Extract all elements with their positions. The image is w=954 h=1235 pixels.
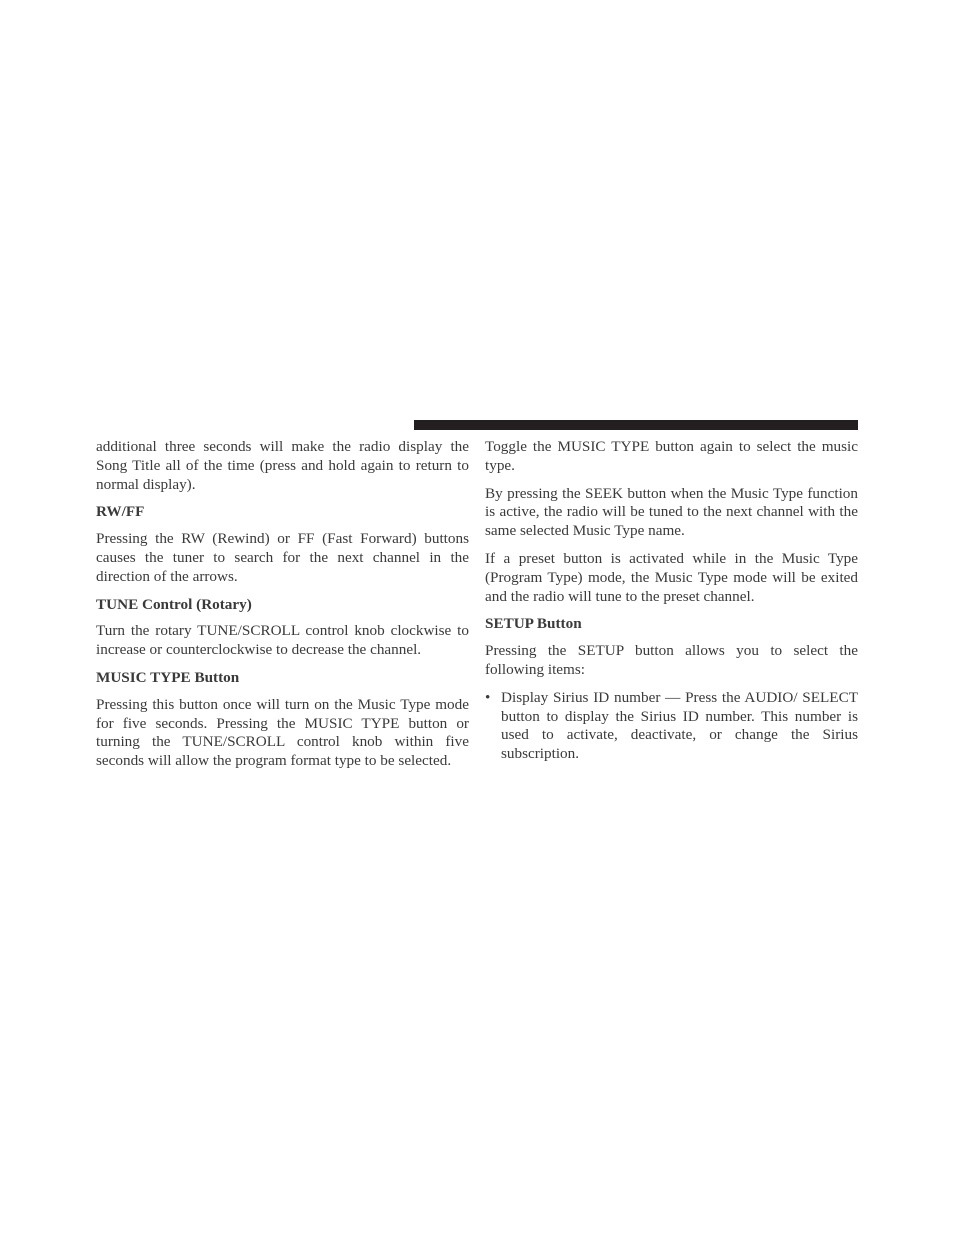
heading-tune-control: TUNE Control (Rotary) [96,595,252,613]
list-item [485,689,858,764]
bullet-icon: • [485,688,491,706]
continuation-paragraph: additional three seconds will make the radio display the Song Title all of the time (press and hold again to return to normal display). [96,438,469,493]
tune-control-paragraph: Turn the rotary TUNE/SCROLL control knob clockwise to increase or counterclockwise to decrease the channel. [96,622,469,659]
setup-items-list [485,689,858,764]
heading-music-type: MUSIC TYPE Button [96,668,240,686]
left-column [96,438,469,780]
seek-paragraph: By pressing the SEEK button when the Music Type function is active, the radio will be tuned to the next channel with the same selected Music Type name. [485,484,858,540]
preset-paragraph: If a preset button is activated while in the Music Type (Program Type) mode, the Music Type mode will be exited and the radio will tune to the preset channel. [485,549,858,605]
setup-paragraph: Pressing the SETUP button allows you to select the following items: [485,642,858,678]
music-type-paragraph: Pressing this button once will turn on the Music Type mode for five seconds. Pressing the MUSIC TYPE button or turning the TUNE/SCROLL control knob within five seconds will allow the program format type to be selected. [96,695,469,770]
right-column [485,438,858,764]
heading-setup: SETUP Button [485,615,582,633]
rw-ff-paragraph: Pressing the RW (Rewind) or FF (Fast Forward) buttons causes the tuner to search for the next channel in the direction of the arrows. [96,530,469,585]
header-rule [414,420,858,430]
heading-rw-ff: RW/FF [96,503,145,521]
list-item-text: Display Sirius ID number — Press the AUDIO/ SELECT button to display the Sirius ID number. This number is used to activate, deactivate, or change the Sirius subscription. [501,688,858,763]
toggle-paragraph: Toggle the MUSIC TYPE button again to select the music type. [485,438,858,474]
